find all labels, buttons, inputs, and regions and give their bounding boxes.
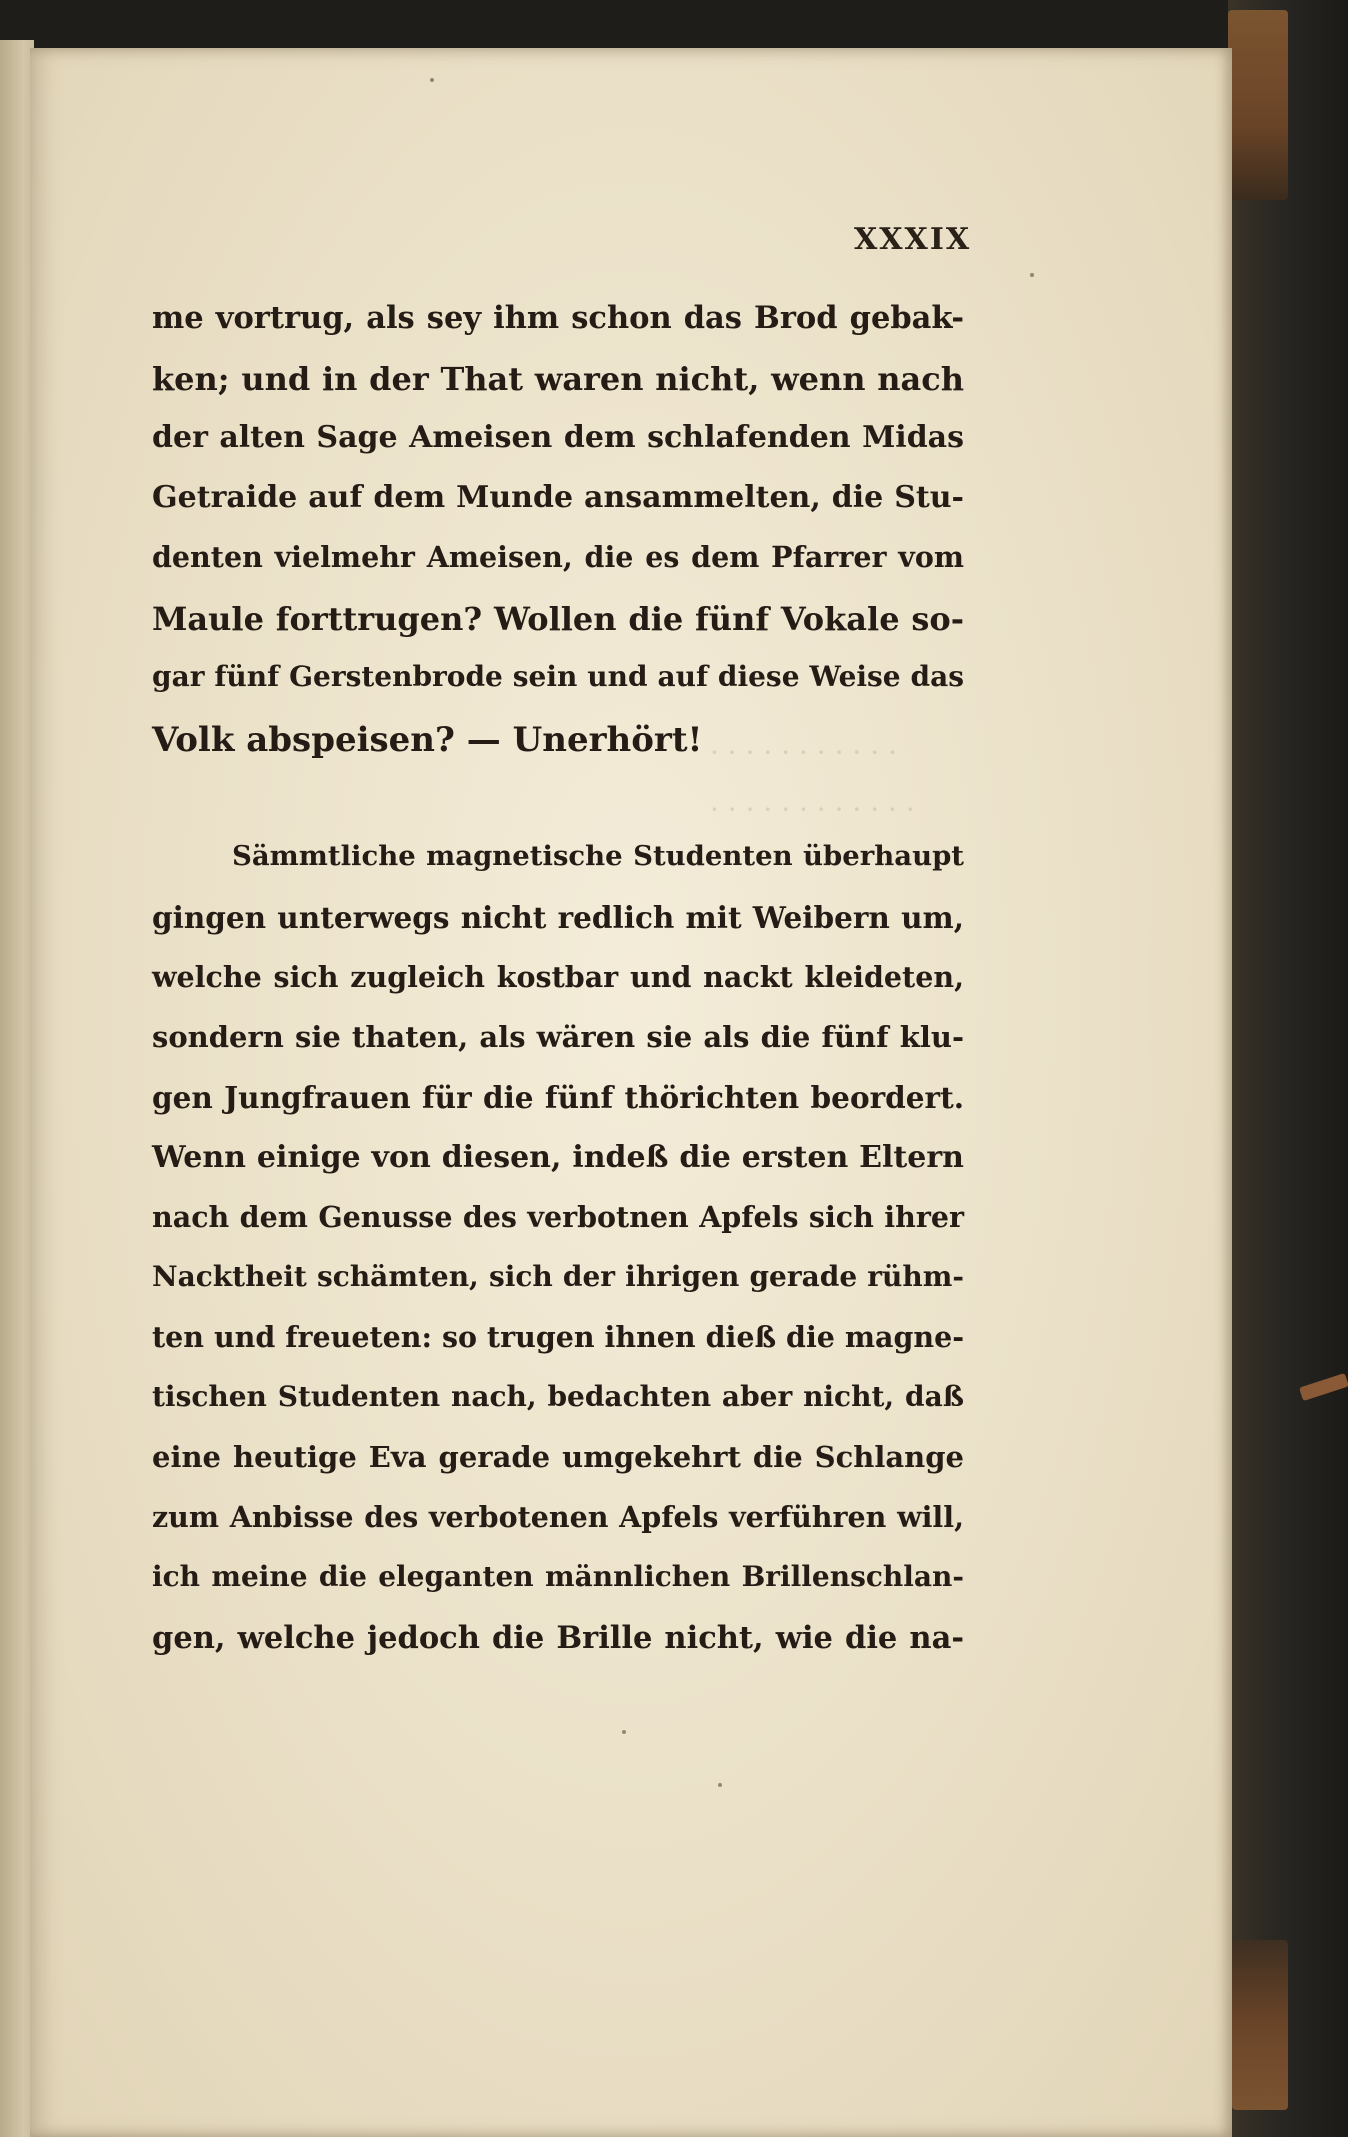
show-through-text: · · · · · · · · · · · — [710, 736, 897, 769]
leather-corner-top — [1228, 10, 1288, 200]
text-line: gen, welche jedoch die Brille nicht, wie die na- — [152, 1620, 964, 1656]
previous-page-edge — [0, 40, 34, 2137]
show-through-text: · · · · · · · · · · · · — [710, 793, 915, 826]
text-line: gingen unterwegs nicht redlich mit Weibern um, — [152, 900, 964, 935]
paper-speck — [718, 1783, 722, 1787]
text-line: der alten Sage Ameisen dem schlafenden Midas — [152, 420, 964, 455]
text-line: gar fünf Gerstenbrode sein und auf diese Weise das — [152, 660, 964, 693]
page-number: XXXIX — [854, 222, 972, 257]
leather-corner-bottom — [1232, 1940, 1288, 2110]
text-line: Wenn einige von diesen, indeß die ersten Eltern — [152, 1140, 964, 1175]
text-line: denten vielmehr Ameisen, die es dem Pfarrer vom — [152, 540, 964, 574]
text-line: tischen Studenten nach, bedachten aber nicht, daß — [152, 1380, 964, 1413]
text-line: Sämmtliche magnetische Studenten überhaupt — [232, 840, 964, 872]
text-line: welche sich zugleich kostbar und nackt kleideten, — [152, 960, 964, 994]
text-line: ken; und in der That waren nicht, wenn nach — [152, 360, 964, 398]
text-line: ich meine die eleganten männlichen Brillenschlan- — [152, 1560, 964, 1593]
text-line: Nacktheit schämten, sich der ihrigen gerade rühm- — [152, 1260, 964, 1293]
text-line: me vortrug, als sey ihm schon das Brod gebak- — [152, 300, 964, 336]
paper-speck — [430, 78, 434, 82]
text-line: gen Jungfrauen für die fünf thörichten beordert. — [152, 1080, 964, 1115]
paper-speck — [622, 1730, 626, 1734]
text-line: ten und freueten: so trugen ihnen dieß die magne- — [152, 1320, 965, 1354]
text-line: eine heutige Eva gerade umgekehrt die Schlange — [152, 1440, 964, 1474]
text-line: Volk abspeisen? — Unerhört! — [152, 720, 703, 760]
text-line: sondern sie thaten, als wären sie als die fünf klu- — [152, 1020, 964, 1054]
text-line: nach dem Genusse des verbotnen Apfels sich ihrer — [152, 1200, 964, 1234]
book-cover-right — [1228, 0, 1348, 2137]
text-line: zum Anbisse des verbotenen Apfels verführen will, — [152, 1500, 964, 1534]
paper-speck — [1030, 273, 1034, 277]
text-line: Maule forttrugen? Wollen die fünf Vokale so- — [152, 600, 964, 638]
text-line: Getraide auf dem Munde ansammelten, die Stu- — [152, 480, 964, 515]
